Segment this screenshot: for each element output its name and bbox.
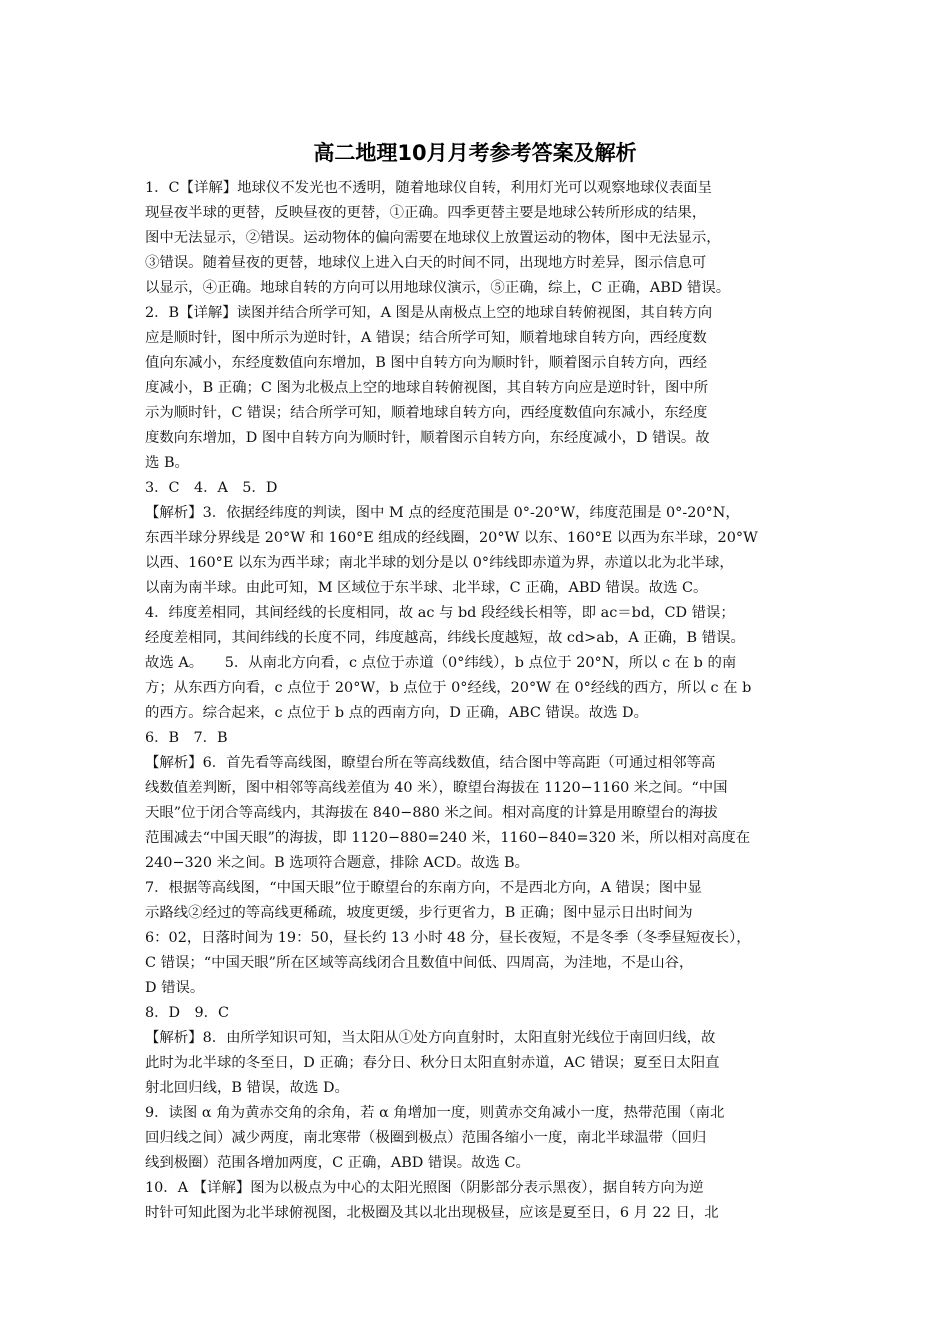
text-line: 1．C【详解】地球仪不发光也不透明，随着地球仪自转，利用灯光可以观察地球仪表面呈 — [145, 180, 713, 196]
text-line: 以西、160°E 以东为西半球；南北半球的划分是以 0°纬线即赤道为界，赤道以北为北半球， — [145, 555, 734, 571]
text-line: 示为顺时针，C 错误；结合所学可知，顺着地球自转方向，西经度数值向东减小，东经度 — [145, 405, 708, 421]
text-line: 6：02，日落时间为 19：50，昼长约 13 小时 48 分，昼长夜短，不是冬季（冬季昼短夜长）， — [145, 930, 751, 946]
text-line: 经度差相同，其间纬线的长度不同，纬度越高，纬线长度越短，故 cd>ab，A 正确，B 错误。 — [145, 630, 745, 646]
text-line: C 错误；“中国天眼”所在区域等高线闭合且数值中间低、四周高，为洼地，不是山谷， — [145, 955, 694, 971]
text-line: 度减小，B 正确；C 图为北极点上空的地球自转俯视图，其自转方向应是逆时针，图中所 — [145, 380, 709, 396]
text-line: 4．纬度差相同，其间经线的长度相同，故 ac 与 bd 段经线长相等，即 ac＝bd，CD 错误； — [145, 605, 735, 621]
text-line: 的西方。综合起来，c 点位于 b 点的西南方向，D 正确，ABC 错误。故选 D。 — [145, 705, 648, 721]
text-line: 射北回归线，B 错误，故选 D。 — [145, 1080, 349, 1096]
text-line: 此时为北半球的冬至日，D 正确；春分日、秋分日太阳直射赤道，AC 错误；夏至日太阳直 — [145, 1055, 720, 1071]
text-line: 回归线之间）减少两度，南北寒带（极圈到极点）范围各缩小一度，南北半球温带（回归 — [145, 1130, 707, 1146]
text-line: 时针可知此图为北半球俯视图，北极圈及其以北出现极昼，应该是夏至日，6 月 22 日，北 — [145, 1205, 719, 1221]
text-line: 6．B 7．B — [145, 730, 228, 746]
text-line: 值向东减小，东经度数值向东增加，B 图中自转方向为顺时针，顺着图示自转方向，西经 — [145, 355, 707, 371]
text-line: 东西半球分界线是 20°W 和 160°E 组成的经线圈，20°W 以东、160°E 以西为东半球，20°W — [145, 530, 758, 546]
text-line: 范围减去“中国天眼”的海拔，即 1120−880=240 米，1160−840=320 米，所以相对高度在 — [145, 830, 751, 846]
page-title: 高二地理10月月考参考答案及解析 — [313, 141, 637, 165]
text-line: 【解析】3．依据经纬度的判读，图中 M 点的经度范围是 0°-20°W，纬度范围是 0°-20°N， — [145, 505, 740, 521]
text-line: 天眼”位于闭合等高线内，其海拔在 840−880 米之间。相对高度的计算是用瞭望台的海拔 — [145, 805, 718, 821]
text-line: 【解析】8．由所学知识可知，当太阳从①处方向直射时，太阳直射光线位于南回归线，故 — [145, 1030, 716, 1046]
text-line: 线到极圈）范围各增加两度，C 正确，ABD 错误。故选 C。 — [145, 1155, 530, 1171]
text-line: ③错误。随着昼夜的更替，地球仪上进入白天的时间不同，出现地方时差异，图示信息可 — [145, 255, 707, 271]
text-line: 8．D 9．C — [145, 1005, 230, 1021]
text-line: 2．B【详解】读图并结合所学可知，A 图是从南极点上空的地球自转俯视图，其自转方向 — [145, 305, 713, 321]
text-line: 选 B。 — [145, 455, 189, 471]
text-line: 图中无法显示，②错误。运动物体的偏向需要在地球仪上放置运动的物体，图中无法显示， — [145, 230, 721, 246]
text-line: D 错误。 — [145, 980, 205, 996]
text-line: 方；从东西方向看，c 点位于 20°W，b 点位于 0°经线，20°W 在 0°经线的西方，所以 c 在 b — [145, 680, 752, 696]
text-line: 【解析】6．首先看等高线图，瞭望台所在等高线数值，结合图中等高距（可通过相邻等高 — [145, 755, 716, 771]
text-line: 应是顺时针，图中所示为逆时针，A 错误；结合所学可知，顺着地球自转方向，西经度数 — [145, 330, 707, 346]
text-line: 以显示，④正确。地球自转的方向可以用地球仪演示，⑤正确，综上，C 正确，ABD 错误。 — [145, 280, 731, 296]
text-line: 故选 A。 5．从南北方向看，c 点位于赤道（0°纬线），b 点位于 20°N，所以 c 在 b 的南 — [145, 655, 737, 671]
text-line: 示路线②经过的等高线更稀疏，坡度更缓，步行更省力，B 正确；图中显示日出时间为 — [145, 905, 693, 921]
text-line: 现昼夜半球的更替，反映昼夜的更替，①正确。四季更替主要是地球公转所形成的结果， — [145, 205, 707, 221]
text-line: 9．读图 α 角为黄赤交角的余角，若 α 角增加一度，则黄赤交角减小一度，热带范围（南北 — [145, 1105, 725, 1121]
text-line: 线数值差判断，图中相邻等高线差值为 40 米），瞭望台海拔在 1120−1160 米之间。“中国 — [145, 780, 728, 796]
text-line: 7．根据等高线图，“中国天眼”位于瞭望台的东南方向，不是西北方向，A 错误；图中显 — [145, 880, 702, 896]
answer-body — [145, 176, 825, 1226]
text-line: 以南为南半球。由此可知，M 区域位于东半球、北半球，C 正确，ABD 错误。故选 C。 — [145, 580, 708, 596]
text-line: 度数向东增加，D 图中自转方向为顺时针，顺着图示自转方向，东经度减小，D 错误。故 — [145, 430, 710, 446]
text-line: 240−320 米之间。B 选项符合题意，排除 ACD。故选 B。 — [145, 855, 530, 871]
text-line: 3．C 4．A 5．D — [145, 480, 278, 496]
text-line: 10．A 【详解】图为以极点为中心的太阳光照图（阴影部分表示黑夜），据自转方向为逆 — [145, 1180, 704, 1196]
